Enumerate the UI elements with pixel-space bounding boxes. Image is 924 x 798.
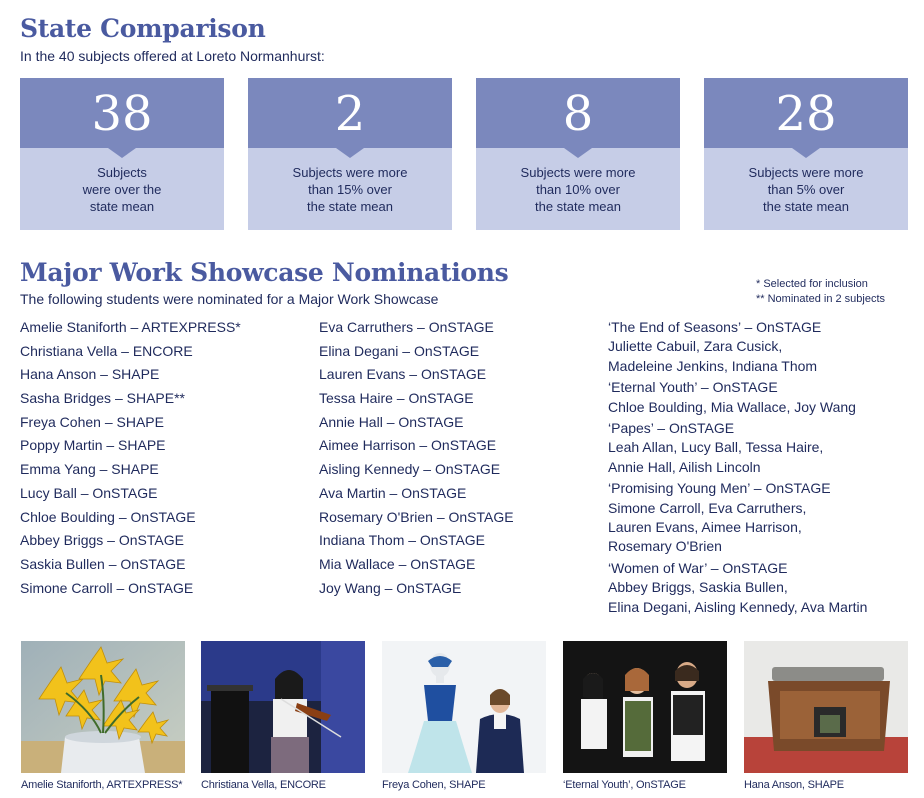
group-members: Abbey Briggs, Saskia Bullen, (608, 579, 788, 596)
list-item: Mia Wallace – OnSTAGE (319, 555, 476, 572)
group-members: Juliette Cabuil, Zara Cusick, (608, 338, 783, 355)
stat-description: Subjects were more than 10% over the state mean (520, 165, 636, 214)
group-entry (608, 479, 918, 557)
group-members: Lauren Evans, Aimee Harrison, (608, 519, 802, 536)
group-nominee-list (608, 318, 918, 619)
group-title: ‘The End of Seasons’ – OnSTAGE (608, 319, 822, 335)
state-comparison-subtitle: In the 40 subjects offered at Loreto Normanhurst: (20, 48, 325, 64)
photo-caption: Hana Anson, SHAPE (744, 779, 844, 791)
legend (756, 277, 885, 307)
legend-item: ** Nominated in 2 subjects (756, 293, 886, 305)
list-item: Aimee Harrison – OnSTAGE (319, 437, 497, 454)
list-item: Poppy Martin – SHAPE (20, 437, 166, 454)
photo-caption: Amelie Staniforth, ARTEXPRESS* (21, 779, 183, 791)
stat-value: 38 (91, 86, 153, 142)
photo-caption: ‘Eternal Youth’, OnSTAGE (563, 779, 686, 791)
state-comparison-title: State Comparison (20, 14, 266, 43)
stat-card (476, 78, 680, 230)
group-title: ‘Eternal Youth’ – OnSTAGE (608, 379, 778, 396)
list-item: Elina Degani – OnSTAGE (319, 342, 480, 359)
group-members: Elina Degani, Aisling Kennedy, Ava Martin (608, 598, 868, 615)
stat-description: Subjects were more than 15% over the state mean (292, 165, 408, 214)
list-item: Rosemary O'Brien – OnSTAGE (319, 508, 514, 525)
group-entry (608, 378, 918, 417)
list-item: Amelie Staniforth – ARTEXPRESS* (20, 319, 241, 335)
group-members: Madeleine Jenkins, Indiana Thom (608, 357, 818, 374)
list-item: Sasha Bridges – SHAPE** (20, 390, 185, 407)
list-item: Tessa Haire – OnSTAGE (319, 390, 474, 407)
legend-item: * Selected for inclusion (756, 278, 868, 290)
nominee-list-1 (20, 318, 241, 602)
group-members: Rosemary O'Brien (608, 538, 722, 555)
group-entry (608, 559, 918, 617)
group-members: Chloe Boulding, Mia Wallace, Joy Wang (608, 398, 856, 415)
stat-value: 8 (562, 86, 594, 142)
group-entry (608, 419, 918, 477)
showcase-subtitle: The following students were nominated for a Major Work Showcase (20, 291, 439, 307)
list-item: Hana Anson – SHAPE (20, 366, 160, 383)
showcase-title: Major Work Showcase Nominations (20, 258, 509, 287)
list-item: Lauren Evans – OnSTAGE (319, 366, 487, 383)
list-item: Saskia Bullen – OnSTAGE (20, 555, 186, 572)
photo-wooden-bench (744, 641, 908, 773)
stat-value: 2 (334, 86, 366, 142)
list-item: Aisling Kennedy – OnSTAGE (319, 461, 501, 478)
list-item: Lucy Ball – OnSTAGE (20, 484, 158, 501)
list-item: Abbey Briggs – OnSTAGE (20, 532, 184, 549)
photo-caption: Freya Cohen, SHAPE (382, 779, 486, 791)
photo-caption: Christiana Vella, ENCORE (201, 779, 326, 791)
list-item: Indiana Thom – OnSTAGE (319, 532, 486, 549)
list-item: Eva Carruthers – OnSTAGE (319, 319, 494, 335)
list-item: Joy Wang – OnSTAGE (319, 579, 462, 596)
group-title: ‘Promising Young Men’ – OnSTAGE (608, 480, 831, 497)
list-item: Emma Yang – SHAPE (20, 461, 159, 478)
photo-violinist-performance (201, 641, 365, 773)
stat-description: Subjects were over the state mean (82, 165, 162, 214)
list-item: Christiana Vella – ENCORE (20, 342, 193, 359)
group-members: Annie Hall, Ailish Lincoln (608, 458, 761, 475)
group-title: ‘Papes’ – OnSTAGE (608, 420, 735, 437)
group-entry (608, 318, 918, 376)
photo-yellow-lilies-painting (21, 641, 185, 773)
photo-eternal-youth-stage (563, 641, 727, 773)
list-item: Chloe Boulding – OnSTAGE (20, 508, 196, 525)
list-item: Simone Carroll – OnSTAGE (20, 579, 194, 596)
nominee-list-2 (319, 318, 514, 602)
list-item: Ava Martin – OnSTAGE (319, 484, 467, 501)
photo-costume-mannequin (382, 641, 546, 773)
list-item: Annie Hall – OnSTAGE (319, 413, 464, 430)
group-members: Leah Allan, Lucy Ball, Tessa Haire, (608, 439, 824, 456)
stat-card (20, 78, 224, 230)
stat-card (248, 78, 452, 230)
list-item: Freya Cohen – SHAPE (20, 413, 164, 430)
group-members: Simone Carroll, Eva Carruthers, (608, 499, 807, 516)
group-title: ‘Women of War’ – OnSTAGE (608, 559, 788, 576)
stat-description: Subjects were more than 5% over the state mean (748, 165, 864, 214)
stat-card (704, 78, 908, 230)
stat-value: 28 (775, 86, 837, 142)
